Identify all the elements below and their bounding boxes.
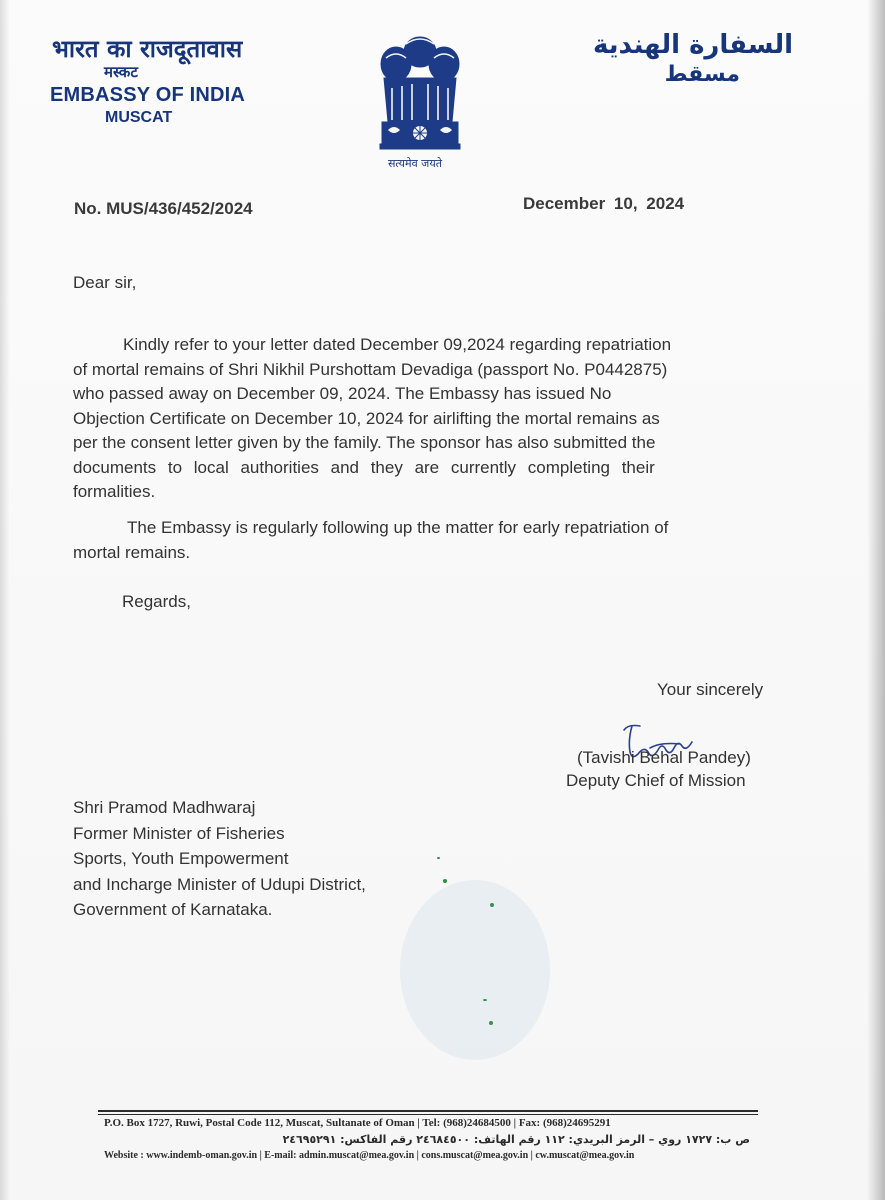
- addressee-line: Government of Karnataka.: [73, 900, 273, 919]
- scan-edge-shadow-right: [867, 0, 885, 1200]
- letter-date: December 10, 2024: [523, 194, 685, 213]
- paragraph-line: Objection Certificate on December 10, 2024 for airlifting the mortal remains as: [73, 408, 660, 428]
- scan-speck: [443, 879, 447, 883]
- addressee-line: Shri Pramod Madhwaraj: [73, 798, 256, 817]
- footer-divider: [98, 1114, 758, 1115]
- national-emblem-icon: [372, 30, 468, 170]
- faint-stamp-bleed: [400, 880, 550, 1060]
- letterhead-arabic-city: مسقط: [664, 62, 740, 87]
- addressee-line: Sports, Youth Empowerment: [73, 849, 289, 868]
- addressee-line: Former Minister of Fisheries: [73, 823, 285, 843]
- footer-contacts: Website : www.indemb-oman.gov.in | E-mail: admin.muscat@mea.gov.in | cons.muscat@mea.gov.in | cw.muscat@mea.gov.in: [104, 1150, 635, 1161]
- footer-divider: [98, 1110, 758, 1112]
- closing-phrase: Your sincerely: [657, 680, 764, 699]
- paragraph-line: per the consent letter given by the family. The sponsor has also submitted the: [73, 433, 656, 452]
- reference-number: No. MUS/436/452/2024: [74, 199, 253, 218]
- paragraph-line: who passed away on December 09, 2024. The Embassy has issued No: [73, 384, 612, 403]
- body-paragraph-2: [73, 516, 793, 565]
- paragraph-line: The Embassy is regularly following up the matter for early repatriation of: [127, 518, 669, 537]
- paragraph-line: of mortal remains of Shri Nikhil Purshottam Devadiga (passport No. P0442875): [73, 359, 668, 379]
- letterhead-arabic-name: السفارة الهندية: [593, 30, 793, 60]
- salutation: Dear sir,: [73, 273, 137, 292]
- regards: Regards,: [122, 592, 191, 611]
- signatory-title: Deputy Chief of Mission: [566, 771, 746, 790]
- paragraph-line: documents to local authorities and they are currently completing their: [73, 457, 655, 477]
- footer-address-english: P.O. Box 1727, Ruwi, Postal Code 112, Muscat, Sultanate of Oman | Tel: (968)24684500 | Fax: (968)24695291: [104, 1117, 611, 1129]
- addressee-block: [73, 795, 366, 923]
- signatory-name: (Tavishi Behal Pandey): [577, 748, 751, 767]
- paragraph-line: Kindly refer to your letter dated December 09,2024 regarding repatriation: [123, 335, 672, 354]
- letterhead-hindi-name: भारत का राजदूतावास: [52, 35, 243, 63]
- body-paragraph-1: [73, 333, 793, 505]
- addressee-line: and Incharge Minister of Udupi District,: [73, 874, 366, 894]
- paragraph-line: formalities.: [73, 482, 156, 501]
- letterhead-english-city: MUSCAT: [105, 109, 173, 126]
- paragraph-line: mortal remains.: [73, 542, 191, 562]
- footer-address-arabic: ص ب: ١٧٢٧ روي – الرمز البريدي: ١١٢ رقم الهاتف: ٢٤٦٨٤٥٠٠ رقم الفاكس: ٢٤٦٩٥٢٩١: [282, 1133, 750, 1146]
- letterhead-english-name: EMBASSY OF INDIA: [50, 84, 246, 106]
- emblem-motto: सत्यमेव जयते: [387, 157, 442, 170]
- scan-speck: [437, 857, 440, 859]
- letterhead-hindi-city: मस्कट: [104, 63, 138, 81]
- scan-edge-shadow-left: [0, 0, 10, 1200]
